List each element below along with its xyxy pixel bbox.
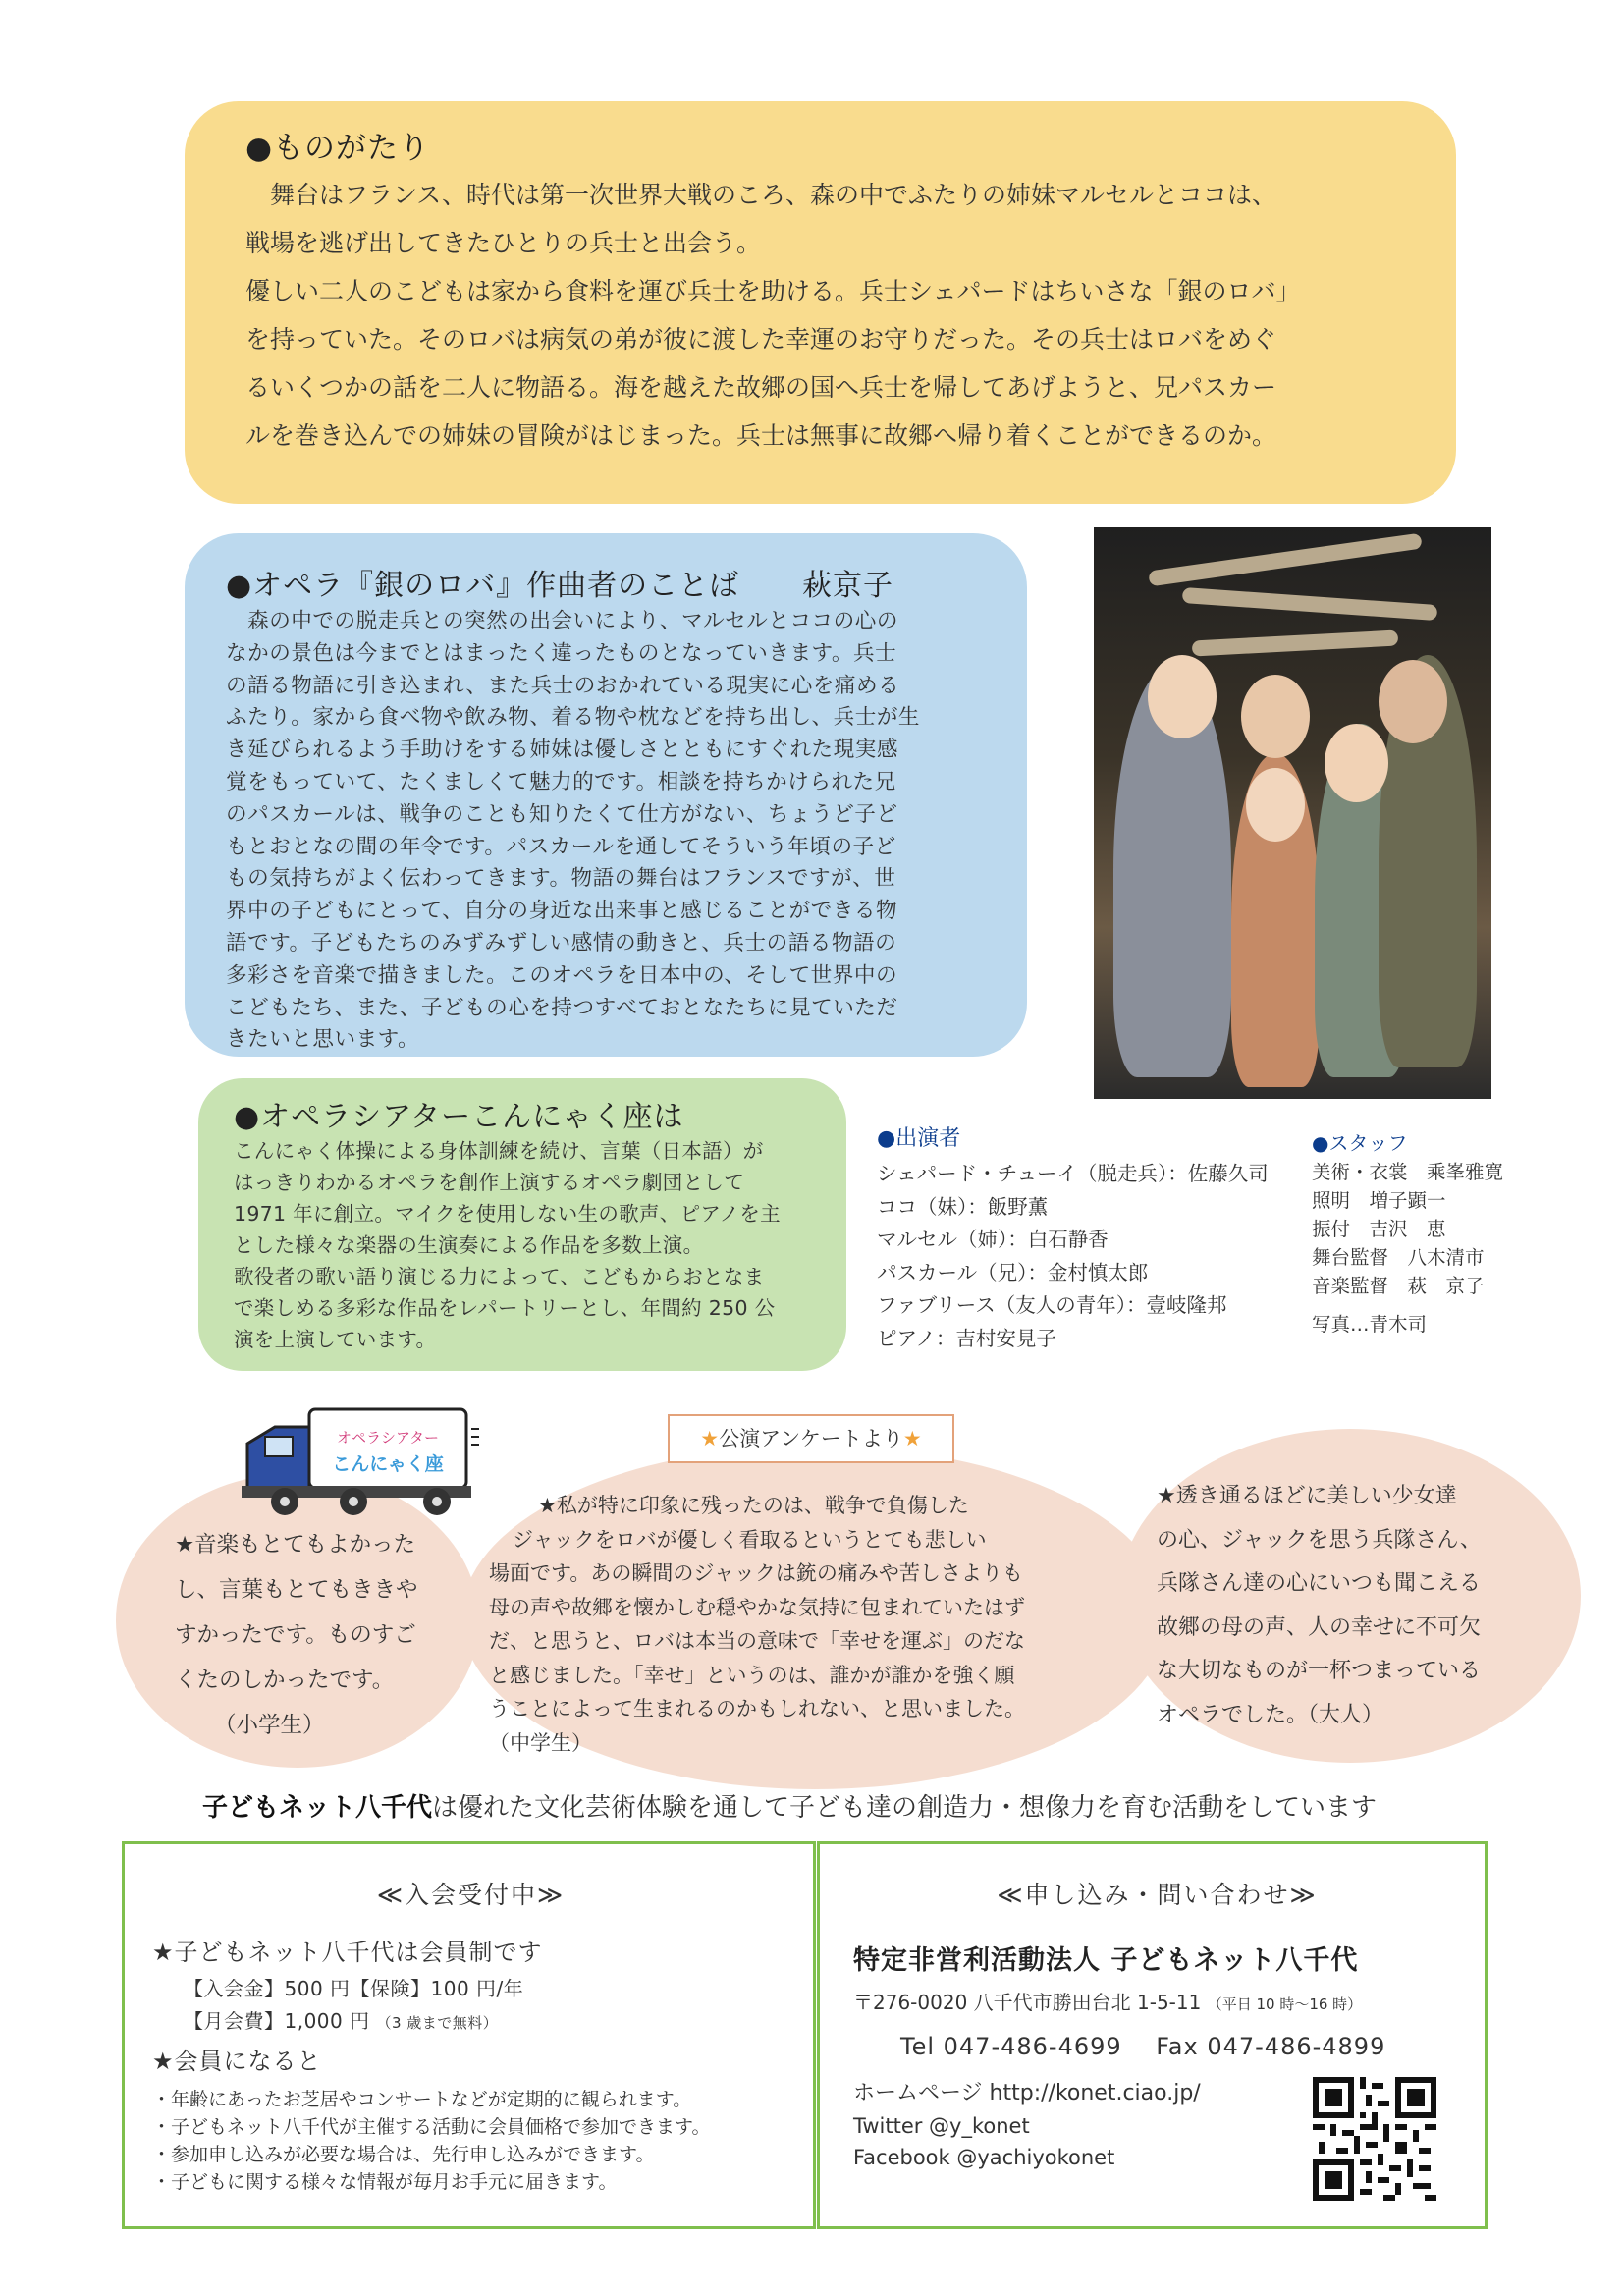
membership-fees2-note: （3 歳まで無料） <box>376 2014 499 2032</box>
composer-line: もの気持ちがよく伝わってきます。物語の舞台はフランスですが、世 <box>226 866 896 892</box>
staff-item: 照明 増子顕一 <box>1312 1189 1446 1212</box>
survey-label <box>668 1414 954 1463</box>
survey-center-line: 場面です。あの瞬間のジャックは銃の痛みや苦しさよりも <box>489 1561 1023 1585</box>
composer-line: 森の中での脱走兵との突然の出会いにより、マルセルとココの心の <box>226 609 898 633</box>
story-line: 舞台はフランス、時代は第一次世界大戦のころ、森の中でふたりの姉妹マルセルとココは、 <box>245 181 1277 209</box>
photo-face <box>1148 655 1217 738</box>
staff-item: 美術・衣裳 乘峯雅寛 <box>1312 1161 1504 1183</box>
photo-face <box>1241 675 1310 758</box>
survey-center-line: ★私が特に印象に残ったのは、戦争で負傷した <box>538 1494 969 1517</box>
survey-center-line: ジャックをロバが優しく看取るというとても悲しい <box>513 1527 987 1552</box>
story-line: ルを巻き込んでの姉妹の冒険がはじまった。兵士は無事に故郷へ帰り着くことができるのか。 <box>245 421 1277 450</box>
staff-list <box>1312 1158 1503 1300</box>
survey-left-line: すかったです。ものすご <box>175 1622 416 1648</box>
composer-line: もとおとなの間の年令です。パスカールを通してそういう年頃の子ど <box>226 834 896 859</box>
photo-branch <box>1192 630 1399 657</box>
cast-list <box>877 1158 1269 1355</box>
staff-item: 音楽監督 萩 京子 <box>1312 1275 1485 1297</box>
star-icon: ★ <box>700 1427 720 1450</box>
theater-text <box>234 1135 835 1355</box>
composer-line: 多彩さを音楽で描きました。このオペラを日本中の、そして世界中の <box>226 962 898 988</box>
story-line: 優しい二人のこどもは家から食料を運び兵士を助ける。兵士シェパードはちいさな「銀のロバ」 <box>245 277 1301 305</box>
story-heading: ●ものがたり <box>245 131 431 166</box>
contact-title: ≪申し込み・問い合わせ≫ <box>997 1881 1318 1909</box>
theater-heading: ●オペラシアターこんにゃく座は <box>234 1100 684 1134</box>
story-line: 戦場を逃げ出してきたひとりの兵士と出会う。 <box>245 229 762 257</box>
theater-line: はっきりわかるオペラを創作上演するオペラ劇団として <box>234 1171 744 1194</box>
staff-item: 振付 吉沢 恵 <box>1312 1218 1446 1240</box>
membership-line1: ★子どもネット八千代は会員制です <box>152 1939 543 1966</box>
survey-right-line: の心、ジャックを思う兵隊さん、 <box>1157 1527 1482 1553</box>
photo-branch <box>1148 533 1423 587</box>
survey-right-line: ★透き通るほどに美しい少女達 <box>1157 1484 1457 1508</box>
staff-item: 舞台監督 八木清市 <box>1312 1246 1485 1269</box>
theater-line: こんにゃく体操による身体訓練を続け、言葉（日本語）が <box>234 1139 764 1163</box>
theater-line: とした様々な楽器の生演奏による作品を多数上演。 <box>234 1233 704 1257</box>
benefit-item: ・年齢にあったお芝居やコンサートなどが定期的に観られます。 <box>152 2089 692 2110</box>
story-section <box>185 101 1456 504</box>
survey-left-author: （小学生） <box>214 1713 325 1738</box>
story-text <box>245 171 1397 460</box>
contact-org: 特定非営利活動法人 子どもネット八千代 <box>853 1945 1359 1976</box>
composer-line: こどもたち、また、子どもの心を持つすべておとなたちに見ていただ <box>226 995 898 1020</box>
survey-center-line: と感じました。「幸せ」というのは、誰かが誰かを強く願 <box>489 1663 1015 1687</box>
membership-box <box>122 1841 816 2229</box>
contact-address: 〒276-0020 八千代市勝田台北 1-5-11 <box>853 1991 1202 2014</box>
cast-item: マルセル（姉）：白石静香 <box>877 1228 1109 1251</box>
theater-line: 歌役者の歌い語り演じる力によって、こどもからおとなま <box>234 1265 765 1288</box>
story-line: を持っていた。そのロバは病気の弟が彼に渡した幸運のお守りだった。その兵士はロバをめぐ <box>245 325 1277 354</box>
truck-illustration <box>236 1399 491 1522</box>
cast-item: パスカール（兄）：金村慎太郎 <box>877 1260 1149 1285</box>
composer-heading: ●オペラ『銀のロバ』作曲者のことば <box>226 569 740 603</box>
cast-item: シェパード・チューイ（脱走兵）：佐藤久司 <box>877 1162 1269 1185</box>
photo-face <box>1246 768 1305 842</box>
star-icon: ★ <box>902 1427 922 1450</box>
membership-benefits <box>152 2086 789 2196</box>
staff-section <box>1312 1127 1503 1341</box>
survey-right-line: な大切なものが一杯つまっている <box>1157 1659 1482 1683</box>
composer-line: 語です。子どもたちのみずみずしい感情の動きと、兵士の語る物語の <box>226 930 897 956</box>
survey-right-line: 兵隊さん達の心にいつも聞こえる <box>1157 1571 1482 1596</box>
survey-left <box>175 1522 418 1748</box>
photo-branch <box>1182 587 1437 621</box>
survey-label-text: 公演アンケートより <box>719 1427 903 1450</box>
cast-item: ファブリース（友人の青年）：壹岐隆邦 <box>877 1293 1227 1317</box>
survey-right-line: 故郷の母の声、人の幸せに不可欠 <box>1157 1614 1482 1640</box>
theater-line: 演を上演しています。 <box>234 1328 437 1351</box>
theater-line: で楽しめる多彩な作品をレパートリーとし、年間約 250 公 <box>234 1296 776 1320</box>
tagline-org: 子どもネット八千代 <box>202 1793 433 1823</box>
cast-section <box>877 1121 1269 1355</box>
truck-sign-line1: オペラシアター <box>337 1429 439 1447</box>
composer-heading-row <box>226 561 893 604</box>
photo-credit: 写真…青木司 <box>1312 1313 1428 1336</box>
composer-line: 界中の子どもにとって、自分の身近な出来事と感じることができる物 <box>226 899 898 924</box>
composer-text <box>226 606 1001 1057</box>
contact-homepage[interactable]: ホームページ http://konet.ciao.jp/ <box>853 2081 1201 2105</box>
contact-tel: Tel 047-486-4699 <box>900 2033 1122 2060</box>
membership-fees2-row <box>152 2005 789 2034</box>
contact-fax: Fax 047-486-4899 <box>1156 2033 1386 2060</box>
composer-line: 覚をもっていて、たくましくて魅力的です。相談を持ちかけられた兄 <box>226 769 896 794</box>
theater-section <box>198 1078 846 1371</box>
qr-code[interactable] <box>1313 2077 1436 2201</box>
membership-fees2: 【月会費】1,000 円 <box>184 2009 370 2033</box>
composer-line: きたいと思います。 <box>226 1027 420 1053</box>
tagline-text: は優れた文化芸術体験を通して子ども達の創造力・想像力を育む活動をしています <box>432 1793 1378 1823</box>
cast-item: ココ（妹）：飯野薫 <box>877 1194 1049 1219</box>
benefit-item: ・参加申し込みが必要な場合は、先行申し込みができます。 <box>152 2144 655 2165</box>
membership-benefits-title: ★会員になると <box>152 2048 322 2075</box>
composer-line: の語る物語に引き込まれ、また兵士のおかれている現実に心を痛める <box>226 673 900 698</box>
survey-center <box>489 1489 1025 1760</box>
contact-phone-row <box>853 2033 1461 2060</box>
benefit-item: ・子どもネット八千代が主催する活動に会員価格で参加できます。 <box>152 2116 711 2138</box>
survey-right-line: オペラでした。（大人） <box>1157 1702 1384 1727</box>
story-line: るいくつかの話を二人に物語る。海を越えた故郷の国へ兵士を帰してあげようと、兄パスカー <box>245 373 1277 402</box>
composer-section <box>185 533 1027 1057</box>
survey-left-line: くたのしかったです。 <box>175 1667 395 1693</box>
contact-address-row <box>853 1987 1461 2015</box>
composer-line: ふたり。家から食べ物や飲み物、着る物や枕などを持ち出し、兵士が生 <box>226 705 921 731</box>
survey-left-line: し、言葉もとてもききや <box>175 1577 418 1603</box>
tagline <box>202 1787 1377 1824</box>
theater-line: 1971 年に創立。マイクを使用しない生の歌声、ピアノを主 <box>234 1202 781 1226</box>
contact-twitter[interactable]: Twitter @y_konet <box>853 2114 1030 2138</box>
truck-sign-line2: こんにゃく座 <box>332 1453 444 1475</box>
survey-left-line: ★音楽もとてもよかった <box>175 1532 416 1558</box>
cast-item: ピアノ：吉村安見子 <box>877 1326 1056 1350</box>
cast-heading: ●出演者 <box>877 1126 961 1151</box>
photo-face <box>1379 660 1447 743</box>
composer-line: のパスカールは、戦争のことも知りたくて仕方がない、ちょうど子ど <box>226 801 898 827</box>
survey-center-author: （中学生） <box>489 1730 592 1755</box>
survey-right <box>1157 1475 1482 1737</box>
composer-line: き延びられるよう手助けをする姉妹は優しさとともにすぐれた現実感 <box>226 738 898 763</box>
composer-line: なかの景色は今までとはまったく違ったものとなっていきます。兵士 <box>226 640 897 666</box>
membership-fees1: 【入会金】500 円【保険】100 円/年 <box>184 1977 524 2000</box>
survey-center-line: だ、と思うと、ロバは本当の意味で「幸せを運ぶ」のだな <box>489 1629 1025 1653</box>
survey-center-line: 母の声や故郷を懐かしむ穏やかな気持に包まれていたはず <box>489 1595 1025 1619</box>
benefit-item: ・子どもに関する様々な情報が毎月お手元に届きます。 <box>152 2171 618 2193</box>
contact-hours: （平日 10 時～16 時） <box>1207 1995 1363 2013</box>
stage-photo <box>1094 527 1491 1099</box>
composer-author: 萩京子 <box>802 569 893 603</box>
photo-face <box>1325 724 1388 802</box>
contact-facebook[interactable]: Facebook @yachiyokonet <box>853 2146 1115 2169</box>
staff-heading: ●スタッフ <box>1312 1131 1408 1155</box>
survey-center-line: うことによって生まれるのかもしれない、と思いました。 <box>489 1697 1025 1721</box>
membership-title: ≪入会受付中≫ <box>376 1881 566 1909</box>
